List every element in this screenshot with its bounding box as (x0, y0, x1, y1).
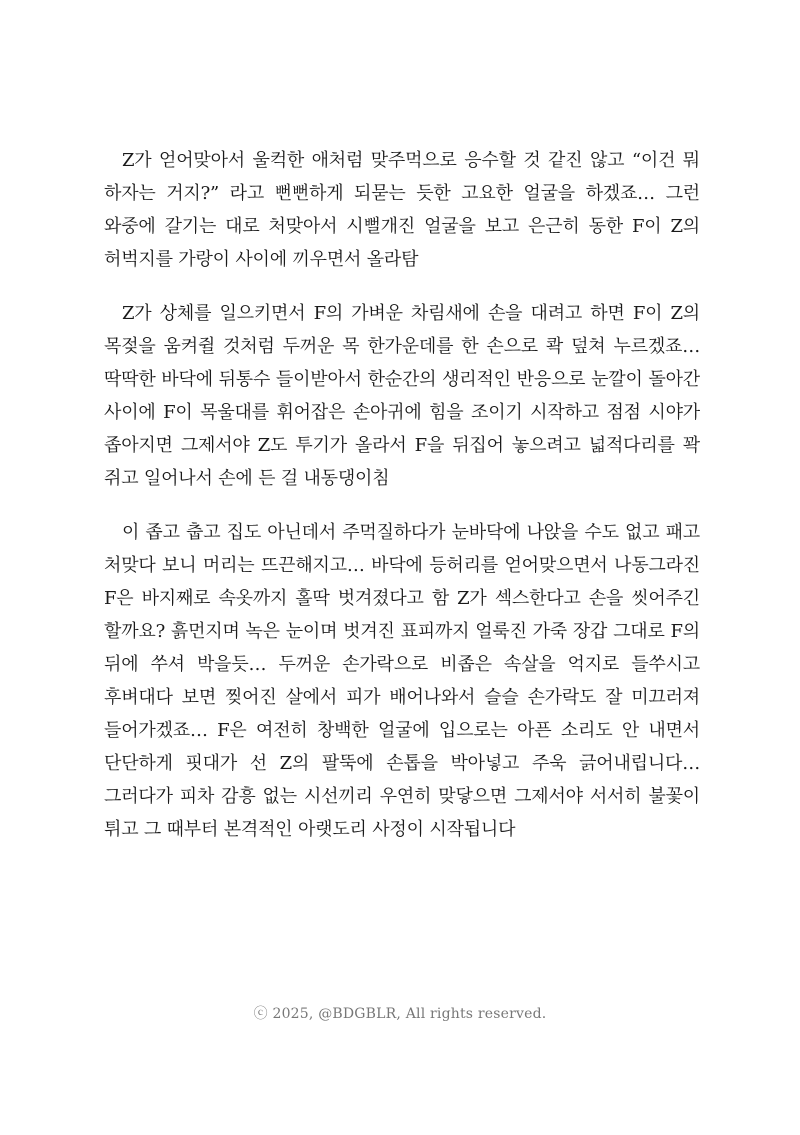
paragraph-3: 이 좁고 춥고 집도 아닌데서 주먹질하다가 눈바닥에 나앉을 수도 없고 패고 처맞다 보니 머리는 뜨끈해지고… 바닥에 등허리를 얻어맞으면서 나동그라진 F은 바지째로 속옷까지 홀딱 벗겨졌다고 함 Z가 섹스한다고 손을 씻어주긴 할까요? 흙먼지며 녹은 눈이며 벗겨진 표피까지 얼룩진 가죽 장갑 그대로 F의 뒤에 쑤셔 박을듯… 두꺼운 손가락으로 비좁은 속살을 억지로 들쑤시고 후벼대다 보면 찢어진 살에서 피가 배어나와서 슬슬 손가락도 잘 미끄러져 들어가겠죠… F은 여전히 창백한 얼굴에 입으로는 아픈 소리도 안 내면서 단단하게 핏대가 선 Z의 팔뚝에 손톱을 박아넣고 주욱 긁어내립니다… 그러다가 피차 감흥 없는 시선끼리 우연히 맞닿으면 그제서야 서서히 불꽃이 튀고 그 때부터 본격적인 아랫도리 사정이 시작됩니다 (104, 522, 700, 840)
document-body (104, 144, 700, 846)
paragraph-1: Z가 얻어맞아서 울컥한 애처럼 맞주먹으로 응수할 것 같진 않고 “이건 뭐 하자는 거지?” 라고 뻔뻔하게 되묻는 듯한 고요한 얼굴을 하겠죠… 그런 와중에 갈기는 대로 처맞아서 시뻘개진 얼굴을 보고 은근히 동한 F이 Z의 허벅지를 가랑이 사이에 끼우면서 올라탐 (104, 150, 700, 270)
paragraph-2: Z가 상체를 일으키면서 F의 가벼운 차림새에 손을 대려고 하면 F이 Z의 목젖을 움켜쥘 것처럼 두꺼운 목 한가운데를 한 손으로 콱 덮쳐 누르겠죠… 딱딱한 바닥에 뒤통수 들이받아서 한순간의 생리적인 반응으로 눈깔이 돌아간 사이에 F이 목울대를 휘어잡은 손아귀에 힘을 조이기 시작하고 점점 시야가 좁아지면 그제서야 Z도 투기가 올라서 F을 뒤집어 놓으려고 넓적다리를 꽉 쥐고 일어나서 손에 든 걸 내동댕이침 (104, 303, 700, 489)
copyright-footer: ⓒ 2025, @BDGBLR, All rights reserved. (253, 1006, 547, 1022)
